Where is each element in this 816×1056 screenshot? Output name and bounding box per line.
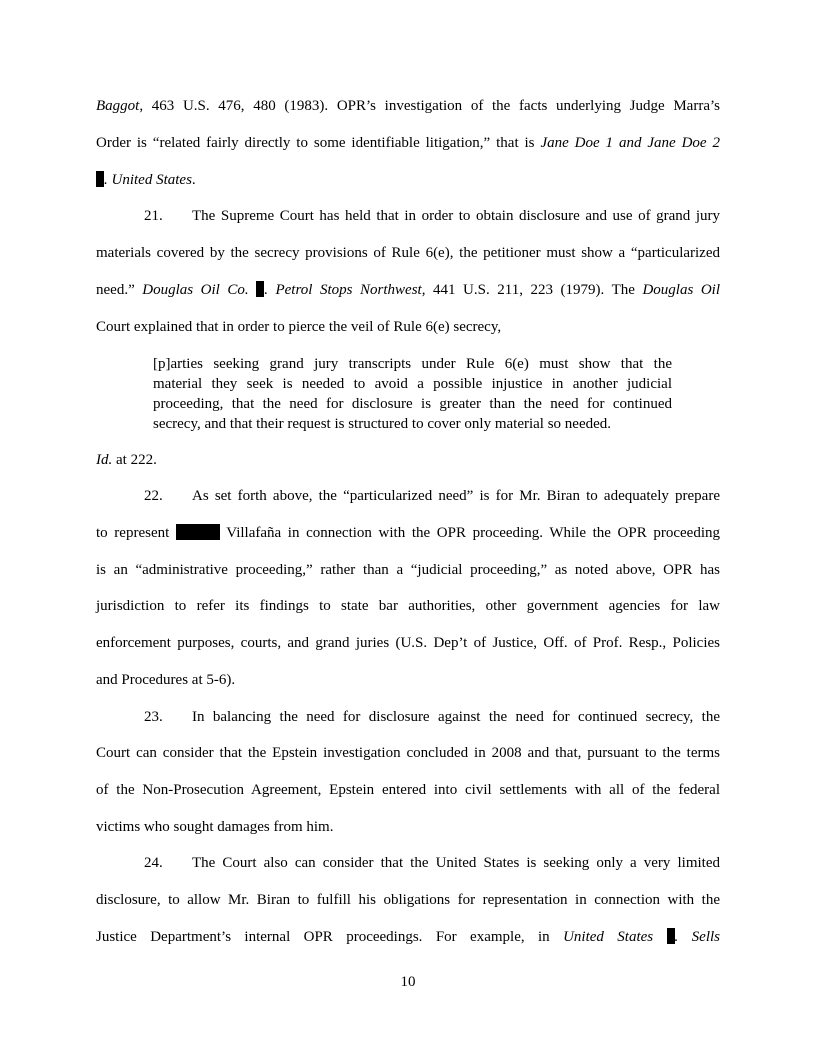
text-line: Order is “related fairly directly to some identifiable litigation,” that is Jane Doe 1 and Jane Doe 2 [96,135,720,151]
redaction-box [256,281,264,297]
text-line: enforcement purposes, courts, and grand juries (U.S. Dep’t of Justice, Off. of Prof. Resp., Policies [96,635,720,651]
text-line: materials covered by the secrecy provisions of Rule 6(e), the petitioner must show a “particularized [96,245,720,261]
text-line: . United States. [96,170,720,190]
paragraph-24-start: 24. The Court also can consider that the United States is seeking only a very limited [144,855,720,871]
paragraph-number: 23. [144,709,163,725]
page-number: 10 [400,974,416,990]
paragraph-number: 24. [144,855,163,871]
text-line: victims who sought damages from him. [96,819,334,835]
block-quote: [p]arties seeking grand jury transcripts under Rule 6(e) must show that the material they seek is needed to avoid a possible injustice in another judicial proceeding, that the need for disclosure is greater than the need for continued secrecy, and that their request is structured to cover only material so needed. [153,356,672,432]
paragraph-21-start: 21. The Supreme Court has held that in order to obtain disclosure and use of grand jury [144,208,720,224]
redaction-box [667,928,675,944]
text-line: Baggot, 463 U.S. 476, 480 (1983). OPR’s investigation of the facts underlying Judge Marra’s [96,98,720,114]
text-line: Court explained that in order to pierce the veil of Rule 6(e) secrecy, [96,319,502,335]
paragraph-22-start: 22. As set forth above, the “particularized need” is for Mr. Biran to adequately prepare [144,488,720,504]
text-line: and Procedures at 5-6). [96,672,236,688]
paragraph-number: 22. [144,488,163,504]
redaction-box [176,524,220,540]
text-line: jurisdiction to refer its findings to state bar authorities, other government agencies for law [96,598,720,614]
text-line: to represent Villafaña in connection with the OPR proceeding. While the OPR proceeding [96,525,721,541]
text-line: Justice Department’s internal OPR proceedings. For example, in United States . Sells [96,929,721,945]
text-line: disclosure, to allow Mr. Biran to fulfill his obligations for representation in connection with the [96,892,720,908]
text-line: need.” Douglas Oil Co. . Petrol Stops Northwest, 441 U.S. 211, 223 (1979). The Douglas Oil [96,282,720,298]
paragraph-23-start: 23. In balancing the need for disclosure against the need for continued secrecy, the [144,709,720,725]
paragraph-number: 21. [144,208,163,224]
text-line: Court can consider that the Epstein investigation concluded in 2008 and that, pursuant to the terms [96,745,720,761]
citation-line: Id. at 222. [96,452,157,468]
text-line: is an “administrative proceeding,” rather than a “judicial proceeding,” as noted above, OPR has [96,562,720,578]
text-line: of the Non-Prosecution Agreement, Epstein entered into civil settlements with all of the federal [96,782,720,798]
redaction-box [96,171,104,187]
